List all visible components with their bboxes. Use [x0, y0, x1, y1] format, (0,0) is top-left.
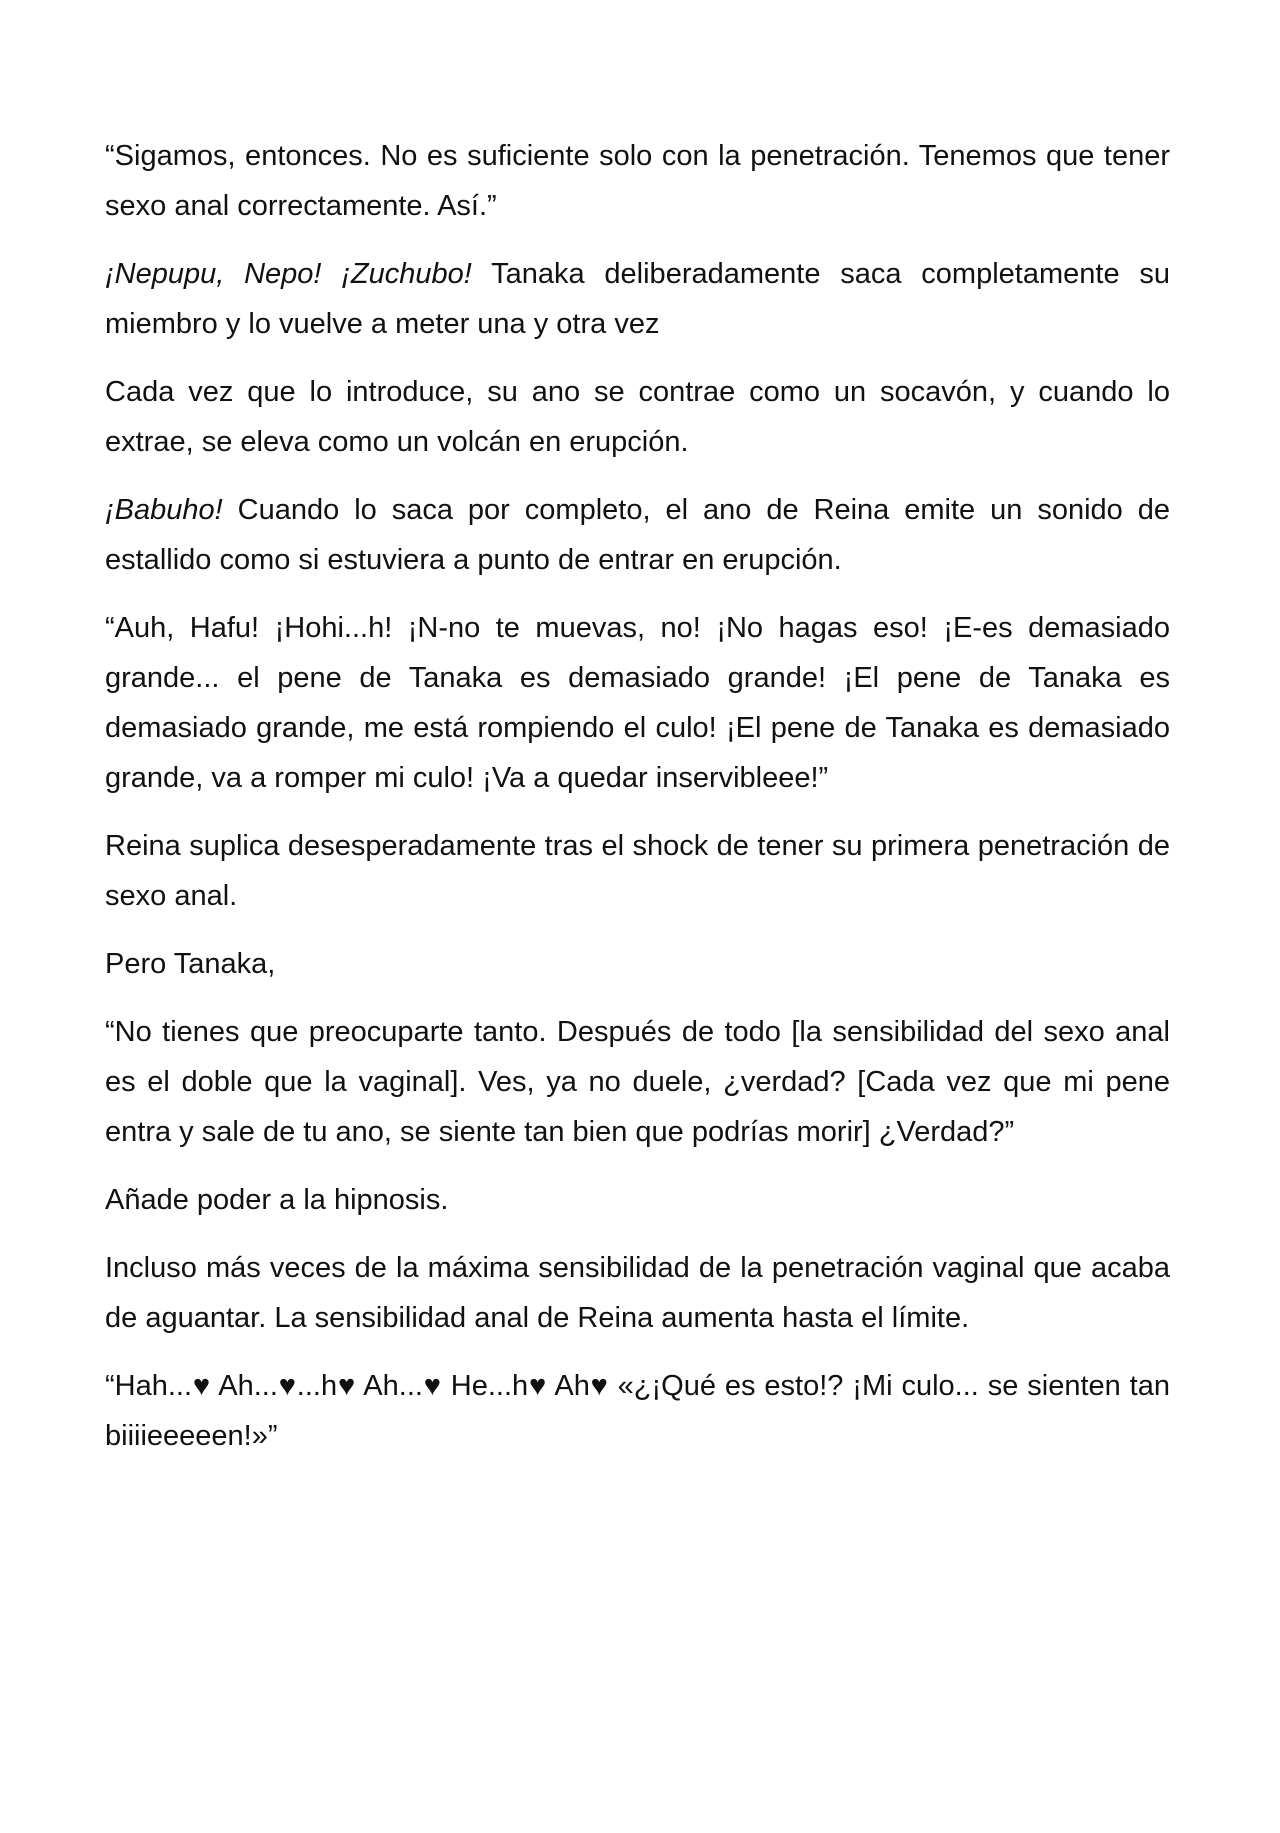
paragraph: Incluso más veces de la máxima sensibilidad de la penetración vaginal que acaba de aguantar. La sensibilidad anal de Reina aumenta hasta el límite. [105, 1252, 1170, 1334]
paragraph [105, 485, 1170, 585]
paragraph [105, 249, 1170, 349]
document-page [105, 131, 1170, 1479]
onomatopoeia: ¡Nepupu, Nepo! ¡Zuchubo! [105, 258, 472, 290]
paragraph: Cada vez que lo introduce, su ano se contrae como un socavón, y cuando lo extrae, se eleva como un volcán en erupción. [105, 376, 1170, 458]
paragraph-text: Tanaka deliberadamente saca completamente su miembro y lo vuelve a meter una y otra vez [105, 258, 1170, 340]
onomatopoeia: ¡Babuho! [105, 494, 223, 526]
paragraph: Añade poder a la hipnosis. [105, 1184, 449, 1216]
paragraph-text: Cuando lo saca por completo, el ano de Reina emite un sonido de estallido como si estuviera a punto de entrar en erupción. [105, 494, 1170, 576]
paragraph: “Hah...♥ Ah...♥...h♥ Ah...♥ He...h♥ Ah♥ «¿¡Qué es esto!? ¡Mi culo... se sienten tan biiiieeeeen!»” [105, 1370, 1170, 1452]
paragraph: Pero Tanaka, [105, 948, 276, 980]
paragraph: “No tienes que preocuparte tanto. Después de todo [la sensibilidad del sexo anal es el doble que la vaginal]. Ves, ya no duele, ¿verdad? [Cada vez que mi pene entra y sale de tu ano, se siente tan bien que podrías morir] ¿Verdad?” [105, 1016, 1170, 1148]
paragraph: Reina suplica desesperadamente tras el shock de tener su primera penetración de sexo anal. [105, 830, 1170, 912]
paragraph: “Sigamos, entonces. No es suficiente solo con la penetración. Tenemos que tener sexo anal correctamente. Así.” [105, 140, 1170, 222]
paragraph: “Auh, Hafu! ¡Hohi...h! ¡N-no te muevas, no! ¡No hagas eso! ¡E-es demasiado grande... el pene de Tanaka es demasiado grande! ¡El pene de Tanaka es demasiado grande, me está rompiendo el culo! ¡El pene de Tanaka es demasiado grande, va a romper mi culo! ¡Va a quedar inservibleee!” [105, 612, 1170, 794]
